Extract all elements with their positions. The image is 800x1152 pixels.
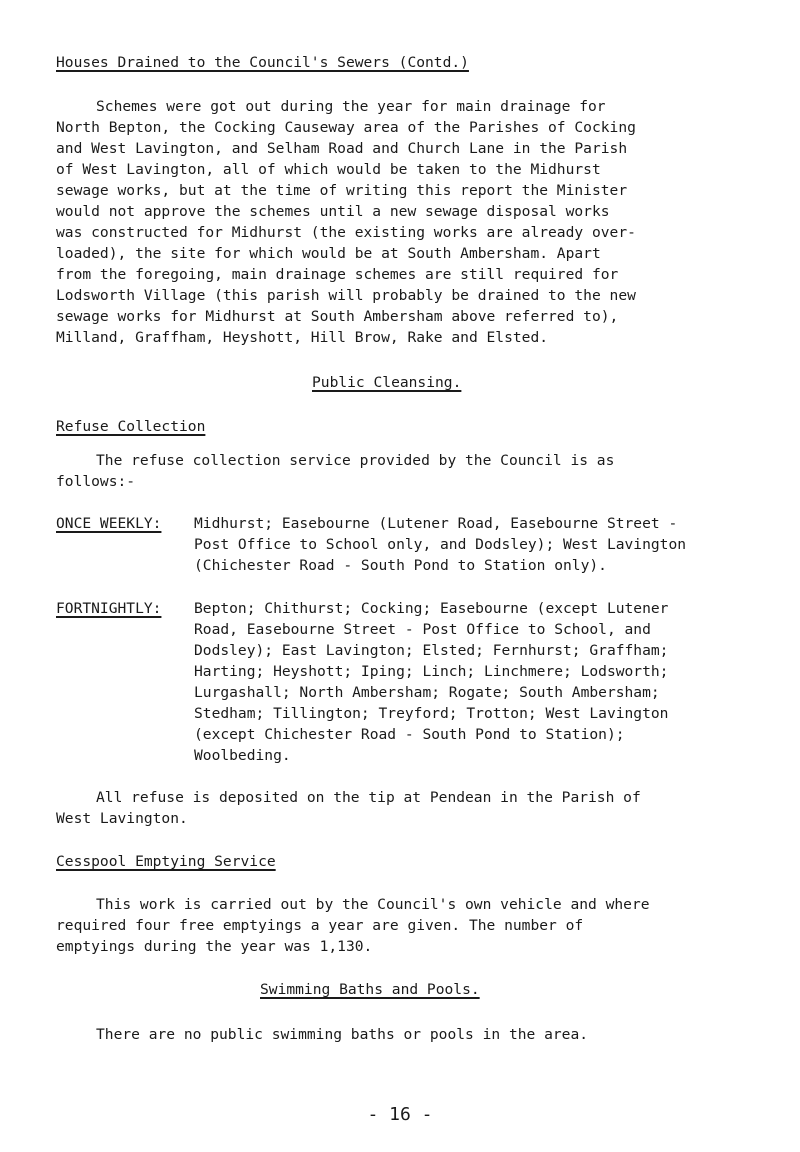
schedule-line: Post Office to School only, and Dodsley); West Lavington: [194, 536, 687, 553]
public-cleansing-title: Public Cleansing.: [312, 374, 462, 391]
schedule-line: Harting; Heyshott; Iping; Linch; Linchmere; Lodsworth;: [194, 663, 669, 680]
schedule-line: (except Chichester Road - South Pond to Station);: [194, 726, 625, 743]
paragraph-line: was constructed for Midhurst (the existing works are already over-: [56, 224, 636, 241]
paragraph-line: Lodsworth Village (this parish will probably be drained to the new: [56, 287, 636, 304]
page-number: - 16 -: [367, 1104, 433, 1125]
paragraph-line: of West Lavington, all of which would be taken to the Midhurst: [56, 161, 601, 178]
paragraph-line: sewage works for Midhurst at South Ambersham above referred to),: [56, 308, 619, 325]
paragraph-line: from the foregoing, main drainage schemes are still required for: [56, 266, 619, 283]
tip-paragraph-line: All refuse is deposited on the tip at Pendean in the Parish of: [96, 789, 641, 806]
schedule-line: (Chichester Road - South Pond to Station only).: [194, 557, 607, 574]
schedule-line: Woolbeding.: [194, 747, 291, 764]
paragraph-line: would not approve the schemes until a new sewage disposal works: [56, 203, 610, 220]
cesspool-paragraph-line: required four free emptyings a year are given. The number of: [56, 917, 584, 934]
schedule-line: Midhurst; Easebourne (Lutener Road, Easebourne Street -: [194, 515, 678, 532]
schedule-line: Dodsley); East Lavington; Elsted; Fernhurst; Graffham;: [194, 642, 669, 659]
schedule-line: Bepton; Chithurst; Cocking; Easebourne (except Lutener: [194, 600, 669, 617]
swimming-title: Swimming Baths and Pools.: [260, 981, 480, 998]
cesspool-paragraph-line: emptyings during the year was 1,130.: [56, 938, 373, 955]
swimming-paragraph-line: There are no public swimming baths or pools in the area.: [96, 1026, 589, 1043]
cesspool-paragraph-line: This work is carried out by the Council's own vehicle and where: [96, 896, 650, 913]
schedule-line: Road, Easebourne Street - Post Office to School, and: [194, 621, 651, 638]
schedule-line: Lurgashall; North Ambersham; Rogate; South Ambersham;: [194, 684, 660, 701]
refuse-intro-line: The refuse collection service provided by the Council is as: [96, 452, 615, 469]
once-weekly-label: ONCE WEEKLY:: [56, 515, 162, 532]
paragraph-line: Milland, Graffham, Heyshott, Hill Brow, Rake and Elsted.: [56, 329, 549, 346]
refuse-intro-line: follows:-: [56, 473, 136, 490]
paragraph-line: loaded), the site for which would be at South Ambersham. Apart: [56, 245, 601, 262]
section-heading: Houses Drained to the Council's Sewers (Contd.): [56, 54, 469, 71]
refuse-collection-title: Refuse Collection: [56, 418, 206, 435]
paragraph-line: North Bepton, the Cocking Causeway area of the Parishes of Cocking: [56, 119, 636, 136]
tip-paragraph-line: West Lavington.: [56, 810, 188, 827]
cesspool-title: Cesspool Emptying Service: [56, 853, 276, 870]
schedule-line: Stedham; Tillington; Treyford; Trotton; West Lavington: [194, 705, 669, 722]
paragraph-line: and West Lavington, and Selham Road and Church Lane in the Parish: [56, 140, 628, 157]
fortnightly-label: FORTNIGHTLY:: [56, 600, 162, 617]
paragraph-line: sewage works, but at the time of writing this report the Minister: [56, 182, 628, 199]
paragraph-line: Schemes were got out during the year for main drainage for: [96, 98, 606, 115]
